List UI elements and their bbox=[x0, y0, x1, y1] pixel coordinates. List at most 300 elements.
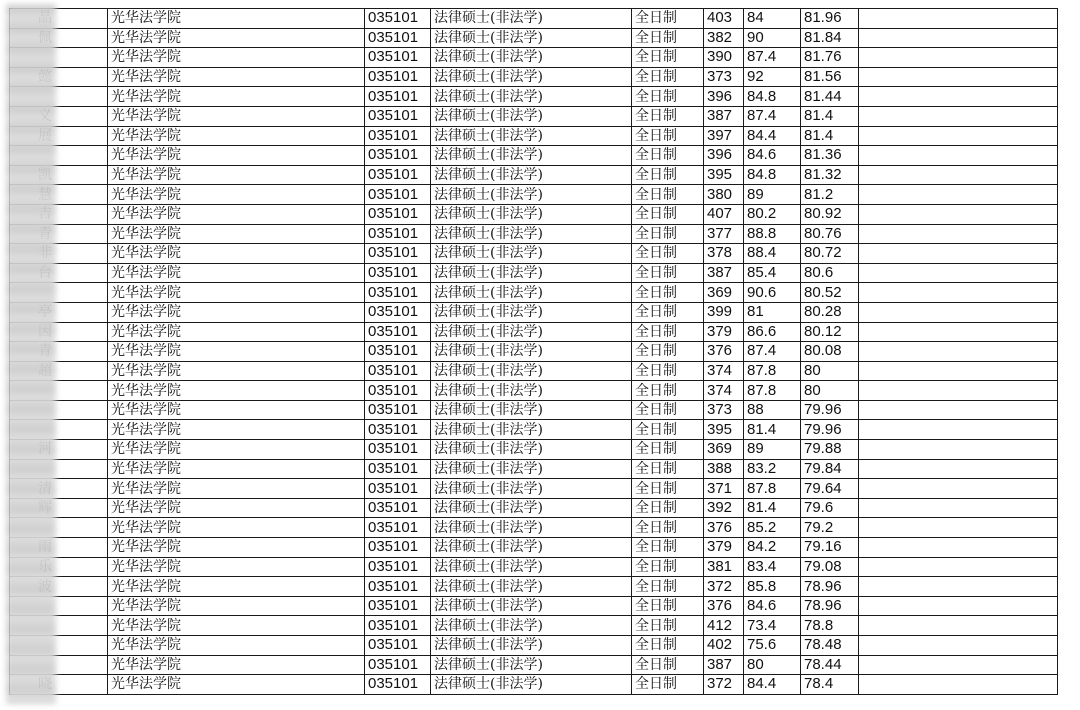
cell-code: 035101 bbox=[365, 263, 431, 283]
table-row bbox=[10, 479, 1058, 499]
cell-mode: 全日制 bbox=[632, 224, 704, 244]
cell-prelim-score: 374 bbox=[704, 381, 744, 401]
cell-retest-score: 75.6 bbox=[744, 636, 801, 656]
cell-school: 光华法学院 bbox=[108, 459, 365, 479]
cell-empty bbox=[859, 302, 1058, 322]
cell-total-score: 81.84 bbox=[801, 28, 859, 48]
cell-mode: 全日制 bbox=[632, 87, 704, 107]
cell-retest-score: 89 bbox=[744, 185, 801, 205]
cell-mode: 全日制 bbox=[632, 342, 704, 362]
cell-prelim-score: 376 bbox=[704, 342, 744, 362]
cell-code: 035101 bbox=[365, 459, 431, 479]
cell-school: 光华法学院 bbox=[108, 557, 365, 577]
cell-prelim-score: 377 bbox=[704, 224, 744, 244]
cell-empty bbox=[859, 557, 1058, 577]
cell-total-score: 79.16 bbox=[801, 538, 859, 558]
table-row bbox=[10, 165, 1058, 185]
cell-empty bbox=[859, 87, 1058, 107]
cell-major: 法律硕士(非法学) bbox=[431, 9, 632, 29]
cell-mode: 全日制 bbox=[632, 596, 704, 616]
cell-total-score: 80.12 bbox=[801, 322, 859, 342]
cell-retest-score: 87.4 bbox=[744, 342, 801, 362]
table-row bbox=[10, 675, 1058, 695]
cell-mode: 全日制 bbox=[632, 616, 704, 636]
cell-total-score: 81.44 bbox=[801, 87, 859, 107]
cell-empty bbox=[859, 440, 1058, 460]
cell-school: 光华法学院 bbox=[108, 655, 365, 675]
cell-mode: 全日制 bbox=[632, 361, 704, 381]
cell-prelim-score: 373 bbox=[704, 400, 744, 420]
cell-mode: 全日制 bbox=[632, 518, 704, 538]
cell-school: 光华法学院 bbox=[108, 126, 365, 146]
cell-school: 光华法学院 bbox=[108, 87, 365, 107]
cell-empty bbox=[859, 400, 1058, 420]
cell-retest-score: 84.6 bbox=[744, 146, 801, 166]
cell-major: 法律硕士(非法学) bbox=[431, 263, 632, 283]
cell-empty bbox=[859, 459, 1058, 479]
cell-retest-score: 83.2 bbox=[744, 459, 801, 479]
cell-school: 光华法学院 bbox=[108, 577, 365, 597]
cell-retest-score: 83.4 bbox=[744, 557, 801, 577]
table-row bbox=[10, 459, 1058, 479]
cell-mode: 全日制 bbox=[632, 283, 704, 303]
redaction-blur bbox=[6, 4, 56, 704]
cell-major: 法律硕士(非法学) bbox=[431, 146, 632, 166]
cell-prelim-score: 388 bbox=[704, 459, 744, 479]
cell-retest-score: 87.8 bbox=[744, 361, 801, 381]
cell-mode: 全日制 bbox=[632, 381, 704, 401]
cell-total-score: 80 bbox=[801, 381, 859, 401]
cell-mode: 全日制 bbox=[632, 420, 704, 440]
cell-prelim-score: 380 bbox=[704, 185, 744, 205]
cell-empty bbox=[859, 636, 1058, 656]
cell-total-score: 79.2 bbox=[801, 518, 859, 538]
table-row bbox=[10, 302, 1058, 322]
cell-prelim-score: 379 bbox=[704, 538, 744, 558]
table-row bbox=[10, 322, 1058, 342]
cell-code: 035101 bbox=[365, 106, 431, 126]
cell-retest-score: 88 bbox=[744, 400, 801, 420]
cell-code: 035101 bbox=[365, 675, 431, 695]
cell-major: 法律硕士(非法学) bbox=[431, 400, 632, 420]
cell-school: 光华法学院 bbox=[108, 342, 365, 362]
cell-mode: 全日制 bbox=[632, 577, 704, 597]
cell-prelim-score: 396 bbox=[704, 146, 744, 166]
cell-total-score: 78.48 bbox=[801, 636, 859, 656]
cell-total-score: 80 bbox=[801, 361, 859, 381]
table-body bbox=[10, 9, 1058, 695]
cell-empty bbox=[859, 283, 1058, 303]
cell-retest-score: 81 bbox=[744, 302, 801, 322]
cell-prelim-score: 371 bbox=[704, 479, 744, 499]
cell-retest-score: 85.8 bbox=[744, 577, 801, 597]
cell-total-score: 81.2 bbox=[801, 185, 859, 205]
cell-total-score: 80.28 bbox=[801, 302, 859, 322]
cell-prelim-score: 399 bbox=[704, 302, 744, 322]
cell-retest-score: 84.4 bbox=[744, 675, 801, 695]
table-row bbox=[10, 87, 1058, 107]
table-row bbox=[10, 440, 1058, 460]
cell-major: 法律硕士(非法学) bbox=[431, 165, 632, 185]
cell-empty bbox=[859, 126, 1058, 146]
cell-major: 法律硕士(非法学) bbox=[431, 244, 632, 264]
cell-retest-score: 80 bbox=[744, 655, 801, 675]
cell-prelim-score: 376 bbox=[704, 596, 744, 616]
cell-empty bbox=[859, 498, 1058, 518]
cell-retest-score: 89 bbox=[744, 440, 801, 460]
cell-prelim-score: 387 bbox=[704, 655, 744, 675]
cell-prelim-score: 382 bbox=[704, 28, 744, 48]
cell-prelim-score: 387 bbox=[704, 263, 744, 283]
cell-total-score: 80.08 bbox=[801, 342, 859, 362]
cell-empty bbox=[859, 322, 1058, 342]
cell-school: 光华法学院 bbox=[108, 498, 365, 518]
table-row bbox=[10, 9, 1058, 29]
table-row bbox=[10, 361, 1058, 381]
cell-retest-score: 90 bbox=[744, 28, 801, 48]
cell-retest-score: 80.2 bbox=[744, 204, 801, 224]
table-row bbox=[10, 557, 1058, 577]
cell-prelim-score: 372 bbox=[704, 577, 744, 597]
cell-code: 035101 bbox=[365, 400, 431, 420]
cell-empty bbox=[859, 244, 1058, 264]
cell-mode: 全日制 bbox=[632, 146, 704, 166]
cell-code: 035101 bbox=[365, 165, 431, 185]
cell-empty bbox=[859, 263, 1058, 283]
cell-retest-score: 84.8 bbox=[744, 165, 801, 185]
cell-school: 光华法学院 bbox=[108, 146, 365, 166]
cell-code: 035101 bbox=[365, 283, 431, 303]
cell-code: 035101 bbox=[365, 361, 431, 381]
cell-prelim-score: 402 bbox=[704, 636, 744, 656]
cell-total-score: 79.08 bbox=[801, 557, 859, 577]
cell-school: 光华法学院 bbox=[108, 165, 365, 185]
cell-major: 法律硕士(非法学) bbox=[431, 675, 632, 695]
cell-major: 法律硕士(非法学) bbox=[431, 224, 632, 244]
cell-major: 法律硕士(非法学) bbox=[431, 577, 632, 597]
cell-retest-score: 88.4 bbox=[744, 244, 801, 264]
cell-empty bbox=[859, 518, 1058, 538]
cell-total-score: 79.6 bbox=[801, 498, 859, 518]
cell-retest-score: 81.4 bbox=[744, 420, 801, 440]
cell-code: 035101 bbox=[365, 479, 431, 499]
cell-major: 法律硕士(非法学) bbox=[431, 440, 632, 460]
cell-school: 光华法学院 bbox=[108, 675, 365, 695]
cell-empty bbox=[859, 596, 1058, 616]
cell-total-score: 81.36 bbox=[801, 146, 859, 166]
cell-retest-score: 84.6 bbox=[744, 596, 801, 616]
cell-retest-score: 87.4 bbox=[744, 48, 801, 68]
cell-code: 035101 bbox=[365, 557, 431, 577]
cell-school: 光华法学院 bbox=[108, 596, 365, 616]
table-row bbox=[10, 67, 1058, 87]
cell-major: 法律硕士(非法学) bbox=[431, 616, 632, 636]
cell-mode: 全日制 bbox=[632, 479, 704, 499]
cell-total-score: 79.84 bbox=[801, 459, 859, 479]
cell-school: 光华法学院 bbox=[108, 28, 365, 48]
table-row bbox=[10, 342, 1058, 362]
cell-code: 035101 bbox=[365, 28, 431, 48]
cell-empty bbox=[859, 106, 1058, 126]
cell-retest-score: 85.4 bbox=[744, 263, 801, 283]
cell-empty bbox=[859, 538, 1058, 558]
cell-school: 光华法学院 bbox=[108, 322, 365, 342]
cell-school: 光华法学院 bbox=[108, 224, 365, 244]
cell-prelim-score: 392 bbox=[704, 498, 744, 518]
cell-code: 035101 bbox=[365, 381, 431, 401]
table-row bbox=[10, 224, 1058, 244]
cell-prelim-score: 379 bbox=[704, 322, 744, 342]
cell-code: 035101 bbox=[365, 67, 431, 87]
cell-total-score: 79.96 bbox=[801, 400, 859, 420]
cell-prelim-score: 395 bbox=[704, 420, 744, 440]
cell-retest-score: 88.8 bbox=[744, 224, 801, 244]
cell-school: 光华法学院 bbox=[108, 302, 365, 322]
cell-prelim-score: 381 bbox=[704, 557, 744, 577]
score-table bbox=[9, 8, 1058, 695]
cell-total-score: 78.8 bbox=[801, 616, 859, 636]
cell-prelim-score: 372 bbox=[704, 675, 744, 695]
cell-total-score: 80.72 bbox=[801, 244, 859, 264]
table-row bbox=[10, 106, 1058, 126]
cell-major: 法律硕士(非法学) bbox=[431, 596, 632, 616]
cell-prelim-score: 369 bbox=[704, 283, 744, 303]
cell-retest-score: 87.8 bbox=[744, 479, 801, 499]
cell-total-score: 78.96 bbox=[801, 596, 859, 616]
cell-retest-score: 84 bbox=[744, 9, 801, 29]
cell-code: 035101 bbox=[365, 655, 431, 675]
cell-mode: 全日制 bbox=[632, 244, 704, 264]
cell-code: 035101 bbox=[365, 518, 431, 538]
cell-mode: 全日制 bbox=[632, 48, 704, 68]
cell-empty bbox=[859, 48, 1058, 68]
cell-total-score: 81.56 bbox=[801, 67, 859, 87]
cell-prelim-score: 369 bbox=[704, 440, 744, 460]
cell-code: 035101 bbox=[365, 420, 431, 440]
cell-code: 035101 bbox=[365, 440, 431, 460]
cell-retest-score: 84.4 bbox=[744, 126, 801, 146]
cell-major: 法律硕士(非法学) bbox=[431, 126, 632, 146]
cell-code: 035101 bbox=[365, 302, 431, 322]
cell-mode: 全日制 bbox=[632, 655, 704, 675]
cell-mode: 全日制 bbox=[632, 498, 704, 518]
cell-major: 法律硕士(非法学) bbox=[431, 322, 632, 342]
cell-retest-score: 84.8 bbox=[744, 87, 801, 107]
cell-retest-score: 92 bbox=[744, 67, 801, 87]
cell-school: 光华法学院 bbox=[108, 185, 365, 205]
cell-school: 光华法学院 bbox=[108, 400, 365, 420]
cell-total-score: 81.32 bbox=[801, 165, 859, 185]
cell-major: 法律硕士(非法学) bbox=[431, 479, 632, 499]
table-row bbox=[10, 498, 1058, 518]
cell-major: 法律硕士(非法学) bbox=[431, 361, 632, 381]
cell-school: 光华法学院 bbox=[108, 106, 365, 126]
cell-school: 光华法学院 bbox=[108, 479, 365, 499]
cell-code: 035101 bbox=[365, 244, 431, 264]
cell-retest-score: 85.2 bbox=[744, 518, 801, 538]
cell-retest-score: 86.6 bbox=[744, 322, 801, 342]
cell-school: 光华法学院 bbox=[108, 263, 365, 283]
cell-empty bbox=[859, 479, 1058, 499]
cell-code: 035101 bbox=[365, 498, 431, 518]
cell-empty bbox=[859, 224, 1058, 244]
cell-mode: 全日制 bbox=[632, 204, 704, 224]
cell-code: 035101 bbox=[365, 596, 431, 616]
cell-code: 035101 bbox=[365, 577, 431, 597]
cell-empty bbox=[859, 342, 1058, 362]
cell-prelim-score: 412 bbox=[704, 616, 744, 636]
cell-school: 光华法学院 bbox=[108, 244, 365, 264]
cell-retest-score: 87.4 bbox=[744, 106, 801, 126]
cell-empty bbox=[859, 204, 1058, 224]
cell-total-score: 79.64 bbox=[801, 479, 859, 499]
cell-total-score: 79.96 bbox=[801, 420, 859, 440]
cell-empty bbox=[859, 361, 1058, 381]
cell-school: 光华法学院 bbox=[108, 67, 365, 87]
cell-empty bbox=[859, 9, 1058, 29]
cell-code: 035101 bbox=[365, 146, 431, 166]
cell-major: 法律硕士(非法学) bbox=[431, 557, 632, 577]
table-row bbox=[10, 420, 1058, 440]
cell-prelim-score: 397 bbox=[704, 126, 744, 146]
cell-empty bbox=[859, 381, 1058, 401]
cell-total-score: 78.44 bbox=[801, 655, 859, 675]
table-row bbox=[10, 518, 1058, 538]
cell-major: 法律硕士(非法学) bbox=[431, 87, 632, 107]
cell-total-score: 81.76 bbox=[801, 48, 859, 68]
cell-empty bbox=[859, 616, 1058, 636]
table-row bbox=[10, 616, 1058, 636]
cell-mode: 全日制 bbox=[632, 675, 704, 695]
cell-major: 法律硕士(非法学) bbox=[431, 498, 632, 518]
cell-mode: 全日制 bbox=[632, 400, 704, 420]
cell-prelim-score: 374 bbox=[704, 361, 744, 381]
cell-major: 法律硕士(非法学) bbox=[431, 67, 632, 87]
cell-school: 光华法学院 bbox=[108, 381, 365, 401]
cell-major: 法律硕士(非法学) bbox=[431, 106, 632, 126]
cell-prelim-score: 407 bbox=[704, 204, 744, 224]
cell-mode: 全日制 bbox=[632, 636, 704, 656]
cell-total-score: 81.96 bbox=[801, 9, 859, 29]
cell-prelim-score: 376 bbox=[704, 518, 744, 538]
cell-retest-score: 87.8 bbox=[744, 381, 801, 401]
cell-mode: 全日制 bbox=[632, 185, 704, 205]
cell-empty bbox=[859, 165, 1058, 185]
cell-total-score: 80.52 bbox=[801, 283, 859, 303]
cell-mode: 全日制 bbox=[632, 165, 704, 185]
cell-school: 光华法学院 bbox=[108, 283, 365, 303]
cell-mode: 全日制 bbox=[632, 302, 704, 322]
cell-retest-score: 81.4 bbox=[744, 498, 801, 518]
cell-major: 法律硕士(非法学) bbox=[431, 538, 632, 558]
cell-school: 光华法学院 bbox=[108, 440, 365, 460]
cell-school: 光华法学院 bbox=[108, 204, 365, 224]
cell-code: 035101 bbox=[365, 204, 431, 224]
cell-empty bbox=[859, 675, 1058, 695]
cell-mode: 全日制 bbox=[632, 557, 704, 577]
cell-retest-score: 73.4 bbox=[744, 616, 801, 636]
cell-code: 035101 bbox=[365, 224, 431, 244]
cell-mode: 全日制 bbox=[632, 322, 704, 342]
cell-school: 光华法学院 bbox=[108, 538, 365, 558]
cell-code: 035101 bbox=[365, 322, 431, 342]
cell-retest-score: 84.2 bbox=[744, 538, 801, 558]
cell-total-score: 78.4 bbox=[801, 675, 859, 695]
cell-total-score: 79.88 bbox=[801, 440, 859, 460]
cell-school: 光华法学院 bbox=[108, 361, 365, 381]
table-row bbox=[10, 28, 1058, 48]
table-row bbox=[10, 577, 1058, 597]
cell-empty bbox=[859, 420, 1058, 440]
table-row bbox=[10, 596, 1058, 616]
cell-mode: 全日制 bbox=[632, 263, 704, 283]
table-row bbox=[10, 538, 1058, 558]
table-row bbox=[10, 244, 1058, 264]
cell-total-score: 78.96 bbox=[801, 577, 859, 597]
cell-major: 法律硕士(非法学) bbox=[431, 185, 632, 205]
cell-major: 法律硕士(非法学) bbox=[431, 48, 632, 68]
cell-mode: 全日制 bbox=[632, 538, 704, 558]
cell-major: 法律硕士(非法学) bbox=[431, 283, 632, 303]
cell-code: 035101 bbox=[365, 636, 431, 656]
cell-code: 035101 bbox=[365, 185, 431, 205]
cell-school: 光华法学院 bbox=[108, 48, 365, 68]
cell-prelim-score: 373 bbox=[704, 67, 744, 87]
cell-mode: 全日制 bbox=[632, 9, 704, 29]
cell-major: 法律硕士(非法学) bbox=[431, 636, 632, 656]
cell-empty bbox=[859, 655, 1058, 675]
cell-school: 光华法学院 bbox=[108, 518, 365, 538]
cell-empty bbox=[859, 146, 1058, 166]
cell-major: 法律硕士(非法学) bbox=[431, 655, 632, 675]
cell-code: 035101 bbox=[365, 616, 431, 636]
cell-prelim-score: 378 bbox=[704, 244, 744, 264]
cell-mode: 全日制 bbox=[632, 440, 704, 460]
table-row bbox=[10, 263, 1058, 283]
cell-major: 法律硕士(非法学) bbox=[431, 518, 632, 538]
cell-mode: 全日制 bbox=[632, 28, 704, 48]
cell-school: 光华法学院 bbox=[108, 420, 365, 440]
cell-code: 035101 bbox=[365, 48, 431, 68]
cell-school: 光华法学院 bbox=[108, 9, 365, 29]
cell-empty bbox=[859, 577, 1058, 597]
table-row bbox=[10, 126, 1058, 146]
cell-major: 法律硕士(非法学) bbox=[431, 28, 632, 48]
cell-major: 法律硕士(非法学) bbox=[431, 204, 632, 224]
cell-total-score: 80.92 bbox=[801, 204, 859, 224]
cell-total-score: 80.76 bbox=[801, 224, 859, 244]
cell-retest-score: 90.6 bbox=[744, 283, 801, 303]
cell-school: 光华法学院 bbox=[108, 616, 365, 636]
cell-empty bbox=[859, 67, 1058, 87]
cell-code: 035101 bbox=[365, 538, 431, 558]
cell-major: 法律硕士(非法学) bbox=[431, 420, 632, 440]
cell-total-score: 81.4 bbox=[801, 106, 859, 126]
cell-empty bbox=[859, 28, 1058, 48]
cell-major: 法律硕士(非法学) bbox=[431, 459, 632, 479]
table-row bbox=[10, 48, 1058, 68]
cell-mode: 全日制 bbox=[632, 106, 704, 126]
cell-mode: 全日制 bbox=[632, 67, 704, 87]
table-row bbox=[10, 185, 1058, 205]
cell-total-score: 80.6 bbox=[801, 263, 859, 283]
cell-prelim-score: 390 bbox=[704, 48, 744, 68]
table-row bbox=[10, 204, 1058, 224]
cell-major: 法律硕士(非法学) bbox=[431, 302, 632, 322]
table-row bbox=[10, 400, 1058, 420]
cell-mode: 全日制 bbox=[632, 459, 704, 479]
cell-code: 035101 bbox=[365, 342, 431, 362]
